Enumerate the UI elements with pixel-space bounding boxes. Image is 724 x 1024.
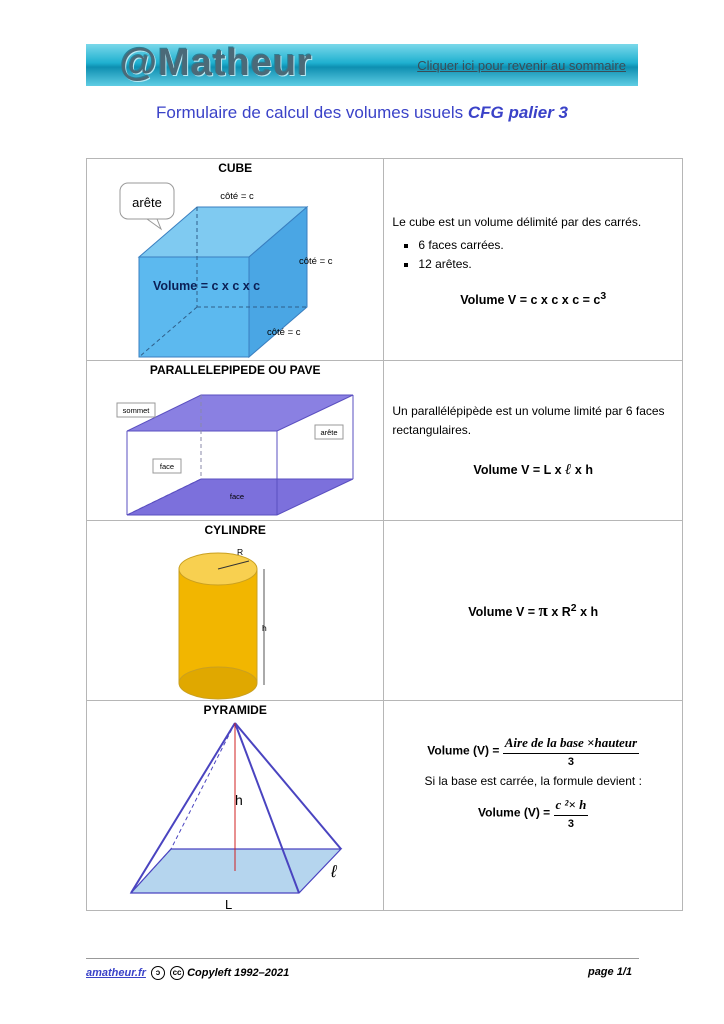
cylinder-formula-exponent: 2 [570,602,577,614]
title-main: Formulaire de calcul des volumes usuels [156,103,464,122]
pyramid-formula [384,735,682,768]
pyramid-square-fraction [554,797,589,830]
pave-title: PARALLELEPIPEDE OU PAVE [149,363,321,377]
cylinder-radius-label: R [237,547,244,557]
cylinder-figure-cell [87,521,384,701]
cylinder-diagram [87,521,384,701]
pyramid-height-label: h [235,792,243,808]
pyramid-denominator: 3 [567,756,574,768]
row-cylinder [87,521,683,701]
cube-prop-faces: ▪ 6 faces carrées. [418,236,682,255]
pyramid-formula2-prefix: Volume (V) = [478,805,554,820]
pave-formula-ell: ℓ [565,462,572,478]
copyleft-icon: ↄ [151,966,165,980]
pyramid-fraction [503,735,639,768]
row-pyramid [87,701,683,911]
footer-copyleft: Copyleft 1992–2021 [187,966,290,979]
pyramid-numerator2: c ²× h [554,797,589,816]
footer-divider [86,958,639,959]
cube-side-right: côté = c [299,256,333,267]
cube-side-bottom: côté = c [267,327,301,338]
site-logo[interactable]: @Matheur [120,42,313,84]
cube-volume-label: Volume = c x c x c [153,279,261,293]
pyramid-numerator: Aire de la base ×hauteur [503,735,639,754]
pyramid-width-label: ℓ [331,862,337,881]
pave-face-label-bottom: face [229,492,245,501]
cube-text-cell [384,159,683,361]
cube-properties [384,236,682,274]
cylinder-height-label: h [262,623,267,633]
pyramid-diagram [87,701,384,911]
header-banner [86,44,638,86]
cube-prop-edges: ▪ 12 arêtes. [418,255,682,274]
pyramid-denominator2: 3 [567,818,574,830]
cylinder-formula-c: x h [576,605,599,619]
footer-left [86,966,289,980]
formula-table [86,158,683,911]
footer-site-link[interactable]: amatheur.fr [86,966,146,979]
pave-text-cell [384,361,683,521]
pave-description: Un parallélépipède est un volume limité par 6 faces rectangulaires. [392,404,665,437]
pyramid-square-note: Si la base est carrée, la formule devient : [424,774,642,788]
cube-formula-exponent: 3 [600,291,607,302]
cube-side-top: côté = c [220,191,254,202]
pyramid-formula-prefix: Volume (V) = [427,743,503,758]
pyramid-text-cell [384,701,683,911]
cylinder-text-cell [384,521,683,701]
cylinder-title: CYLINDRE [204,523,266,537]
pyramid-square-formula [384,797,682,830]
cube-figure-cell [87,159,384,361]
footer-page-number: page 1/1 [587,966,632,978]
row-cube [87,159,683,361]
pave-figure-cell [87,361,384,521]
pyramid-figure-cell [87,701,384,911]
row-pave [87,361,683,521]
pave-formula [384,462,682,479]
pyramid-length-label: L [225,897,233,911]
cube-callout: arête [132,195,162,210]
cube-description: Le cube est un volume délimité par des carrés. [392,215,642,229]
creative-commons-icon: cc [170,966,184,980]
page-title [0,103,724,123]
cube-formula-text: Volume V = c x c x c = c [460,293,601,308]
pave-diagram [87,361,384,521]
cube-title: CUBE [218,161,253,175]
pyramid-title: PYRAMIDE [203,703,267,717]
cylinder-formula [384,601,682,621]
cube-diagram [87,159,384,361]
pave-callout-vertex: sommet [122,406,150,415]
title-level: CFG palier 3 [467,103,568,122]
pave-formula-a: Volume V = L x [473,463,565,477]
cylinder-formula-a: Volume V = [468,605,539,619]
cylinder-formula-pi: π [538,601,548,620]
cylinder-formula-b: x R [547,605,571,619]
pave-face-label: face [159,462,175,471]
cube-formula [384,291,682,307]
pave-callout-edge: arête [320,428,338,437]
pave-formula-b: x h [571,463,593,477]
back-to-summary-link[interactable]: Cliquer ici pour revenir au sommaire [417,58,626,73]
